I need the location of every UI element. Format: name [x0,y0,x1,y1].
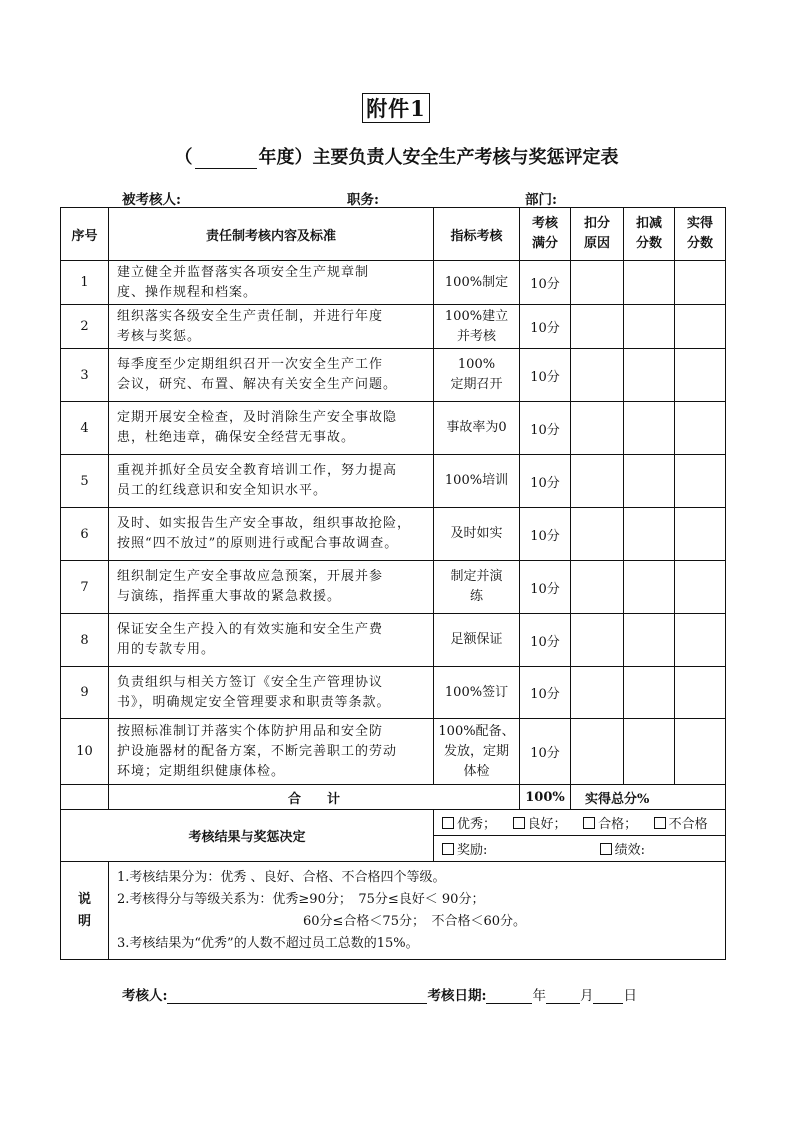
row-number: 2 [61,305,109,349]
row-full-score: 10分 [520,614,571,667]
row-actual[interactable] [675,561,726,614]
row-adjust[interactable] [624,455,675,508]
row-adjust[interactable] [624,402,675,455]
table-row [61,455,726,508]
row-adjust[interactable] [624,614,675,667]
checkbox-icon[interactable] [442,817,454,829]
row-full-score: 10分 [520,455,571,508]
year-field[interactable] [486,988,532,1004]
row-deduct-reason[interactable] [571,561,624,614]
row-number: 4 [61,402,109,455]
row-number: 10 [61,719,109,785]
row-indicator: 事故率为0 [434,402,520,455]
row-indicator: 100%制定 [434,261,520,305]
notes-row [61,862,726,960]
row-deduct-reason[interactable] [571,667,624,719]
row-adjust[interactable] [624,261,675,305]
row-content: 建立健全并监督落实各项安全生产规章制 度、操作规程和档案。 [109,261,434,305]
row-content: 定期开展安全检查，及时消除生产安全事故隐 患，杜绝违章，确保安全经营无事故。 [109,402,434,455]
result-label: 考核结果与奖惩决定 [61,810,434,862]
checkbox-icon[interactable] [600,843,612,855]
row-indicator: 100%签订 [434,667,520,719]
header-actual: 实得 分数 [675,208,726,261]
notes-label: 说 明 [61,862,109,960]
table-row [61,508,726,561]
total-row [61,785,726,810]
note-line: 3.考核结果为“优秀”的人数不超过员工总数的15%。 [117,935,419,951]
row-number: 9 [61,667,109,719]
row-full-score: 10分 [520,508,571,561]
row-content: 每季度至少定期组织召开一次安全生产工作 会议，研究、布置、解决有关安全生产问题。 [109,349,434,402]
option-pass[interactable]: 合格； [583,817,637,832]
row-indicator: 足额保证 [434,614,520,667]
row-deduct-reason[interactable] [571,719,624,785]
page-title [0,143,793,169]
header-seq: 序号 [61,208,109,261]
row-actual[interactable] [675,402,726,455]
option-reward[interactable]: 奖励: [442,843,487,858]
row-number: 1 [61,261,109,305]
checkbox-icon[interactable] [583,817,595,829]
table-row [61,349,726,402]
option-performance[interactable]: 绩效: [600,843,645,858]
day-field[interactable] [593,988,623,1004]
row-number: 6 [61,508,109,561]
row-indicator: 100%培训 [434,455,520,508]
row-number: 3 [61,349,109,402]
header-deduct-reason: 扣分 原因 [571,208,624,261]
checkbox-icon[interactable] [513,817,525,829]
result-grade-options [434,810,726,836]
result-decision-options [434,836,726,862]
header-full-score: 考核 满分 [520,208,571,261]
row-number: 5 [61,455,109,508]
department-label: 部门: [525,192,557,208]
total-label: 合 计 [109,785,520,810]
row-actual[interactable] [675,508,726,561]
notes-content [109,862,726,960]
row-indicator: 及时如实 [434,508,520,561]
position-label: 职务: [347,192,379,208]
checkbox-icon[interactable] [654,817,666,829]
table-row [61,402,726,455]
row-deduct-reason[interactable] [571,455,624,508]
row-deduct-reason[interactable] [571,614,624,667]
row-adjust[interactable] [624,719,675,785]
table-row [61,614,726,667]
row-full-score: 10分 [520,719,571,785]
row-full-score: 10分 [520,305,571,349]
row-indicator: 100% 定期召开 [434,349,520,402]
row-full-score: 10分 [520,402,571,455]
signature-line: 考核人: 考核日期: 年 月 日 [122,988,637,1004]
title-open-paren: （ [174,147,193,168]
note-line: 60分≤合格＜75分； 不合格＜60分。 [303,913,527,929]
month-field[interactable] [546,988,580,1004]
row-content: 按照标准制订并落实个体防护用品和安全防 护设施器材的配备方案，不断完善职工的劳动 环境；定期组织健康体检。 [109,719,434,785]
row-content: 保证安全生产投入的有效实施和安全生产费 用的专款专用。 [109,614,434,667]
option-fail[interactable]: 不合格 [654,817,708,832]
assessor-label: 考核人: [122,988,168,1004]
row-indicator: 制定并演 练 [434,561,520,614]
row-full-score: 10分 [520,261,571,305]
row-actual[interactable] [675,455,726,508]
table-row [61,261,726,305]
row-actual[interactable] [675,349,726,402]
row-actual[interactable] [675,261,726,305]
year-blank[interactable] [195,148,257,169]
row-content: 组织落实各级安全生产责任制，并进行年度 考核与奖惩。 [109,305,434,349]
row-deduct-reason[interactable] [571,349,624,402]
table-row [61,561,726,614]
row-deduct-reason[interactable] [571,402,624,455]
assessor-blank[interactable] [167,988,427,1004]
attachment-label: 附件1 [362,93,430,123]
option-good[interactable]: 良好； [513,817,567,832]
row-adjust[interactable] [624,305,675,349]
header-indicator: 指标考核 [434,208,520,261]
row-actual[interactable] [675,614,726,667]
row-content: 组织制定生产安全事故应急预案，开展并参 与演练，指挥重大事故的紧急救援。 [109,561,434,614]
examinee-label: 被考核人: [122,192,181,208]
header-row [61,208,726,261]
table-row [61,305,726,349]
note-line: 1.考核结果分为：优秀 、良好、合格、不合格四个等级。 [117,869,446,885]
row-number: 8 [61,614,109,667]
row-deduct-reason[interactable] [571,305,624,349]
row-actual[interactable] [675,719,726,785]
table-row [61,667,726,719]
total-empty-cell [61,785,109,810]
result-row [61,810,726,836]
row-deduct-reason[interactable] [571,261,624,305]
row-actual[interactable] [675,305,726,349]
row-adjust[interactable] [624,508,675,561]
row-content: 重视并抓好全员安全教育培训工作，努力提高 员工的红线意识和安全知识水平。 [109,455,434,508]
header-adjust: 扣减 分数 [624,208,675,261]
row-full-score: 10分 [520,667,571,719]
row-deduct-reason[interactable] [571,508,624,561]
row-adjust[interactable] [624,667,675,719]
row-content: 负责组织与相关方签订《安全生产管理协议 书》，明确规定安全管理要求和职责等条款。 [109,667,434,719]
note-line: 2.考核得分与等级关系为：优秀≥90分； 75分≤良好＜ 90分； [117,891,485,907]
row-number: 7 [61,561,109,614]
row-indicator: 100%建立 并考核 [434,305,520,349]
total-full-score: 100% [520,785,571,810]
table-row [61,719,726,785]
title-suffix: 年度）主要负责人安全生产考核与奖惩评定表 [258,147,619,168]
row-adjust[interactable] [624,561,675,614]
total-actual[interactable]: 实得总分% [571,785,726,810]
row-actual[interactable] [675,667,726,719]
header-content: 责任制考核内容及标准 [109,208,434,261]
row-adjust[interactable] [624,349,675,402]
option-excellent[interactable]: 优秀； [442,817,496,832]
row-full-score: 10分 [520,349,571,402]
row-full-score: 10分 [520,561,571,614]
row-indicator: 100%配备、 发放，定期 体检 [434,719,520,785]
checkbox-icon[interactable] [442,843,454,855]
row-content: 及时、如实报告生产安全事故，组织事故抢险， 按照“四不放过”的原则进行或配合事故调查。 [109,508,434,561]
date-label: 考核日期: [427,988,487,1004]
assessment-table [60,207,726,960]
